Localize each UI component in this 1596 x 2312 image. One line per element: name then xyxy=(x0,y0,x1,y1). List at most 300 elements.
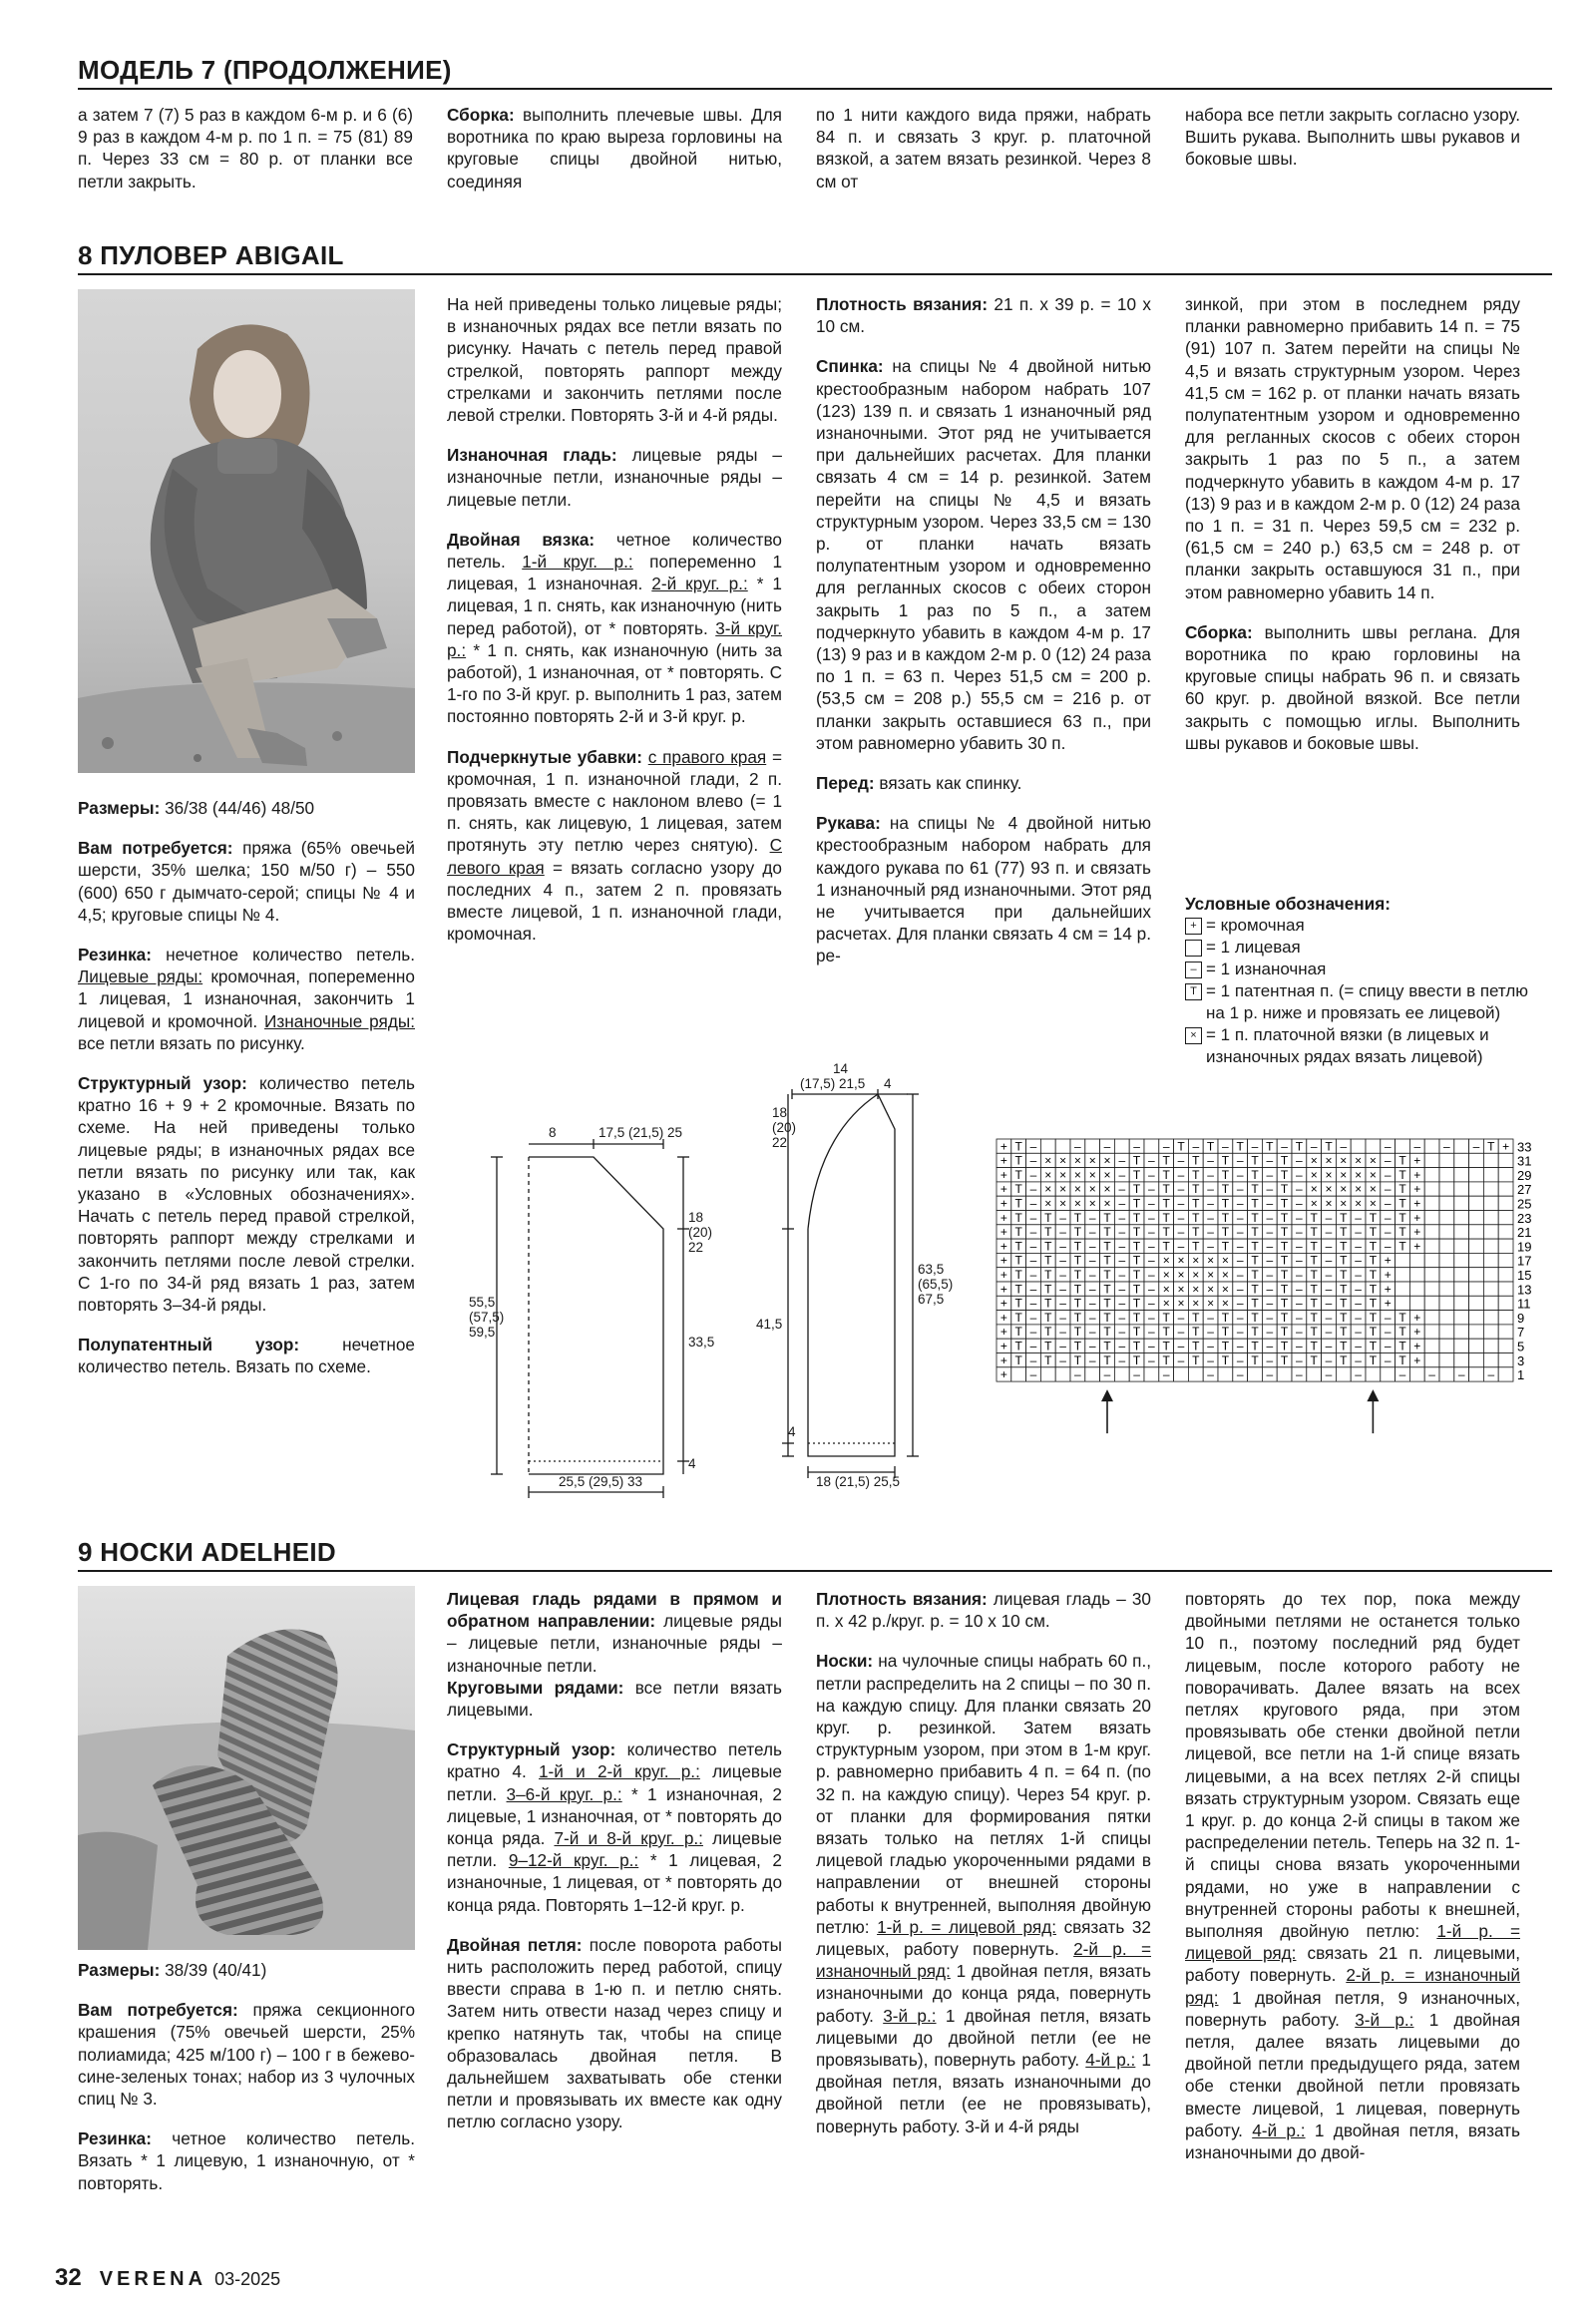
chart-symbol: – xyxy=(1266,1253,1274,1268)
chart-symbol: T xyxy=(1073,1352,1082,1367)
chart-symbol: – xyxy=(1251,1139,1259,1154)
chart-symbol: – xyxy=(1059,1268,1066,1282)
label: Сборка: xyxy=(1185,621,1253,642)
chart-cell xyxy=(1483,1296,1498,1310)
chart-cell xyxy=(1439,1282,1454,1296)
chart-cell xyxy=(1439,1296,1454,1310)
chart-symbol: × xyxy=(1162,1253,1170,1268)
chart-symbol: – xyxy=(1148,1239,1155,1254)
subheading: 2-й круг. р.: xyxy=(651,574,748,594)
chart-symbol: – xyxy=(1088,1253,1096,1268)
label: Структурный узор: xyxy=(78,1073,247,1094)
chart-symbol: T xyxy=(1073,1296,1082,1311)
chart-symbol: + xyxy=(999,1239,1007,1254)
dim-sleeve-top: (17,5) 21,5 xyxy=(800,1076,866,1091)
chart-symbol: – xyxy=(1236,1296,1244,1311)
dim-sleeve-top-right: 4 xyxy=(884,1076,892,1091)
chart-cell xyxy=(1366,1139,1381,1153)
chart-symbol: – xyxy=(1325,1352,1333,1367)
chart-symbol: T xyxy=(1192,1225,1200,1240)
chart-symbol: × xyxy=(1073,1196,1081,1211)
chart-symbol: T xyxy=(1162,1352,1170,1367)
chart-symbol: × xyxy=(1177,1282,1185,1297)
chart-symbol: T xyxy=(1340,1210,1348,1225)
chart-symbol: – xyxy=(1177,1339,1185,1353)
chart-symbol: – xyxy=(1207,1167,1214,1182)
chart-cell xyxy=(1454,1168,1469,1182)
chart-cell xyxy=(1454,1153,1469,1167)
dim-side: 33,5 xyxy=(688,1335,715,1349)
chart-symbol: – xyxy=(1457,1367,1465,1382)
chart-symbol: – xyxy=(1059,1325,1066,1340)
chart-symbol: × xyxy=(1073,1182,1081,1197)
chart-symbol: T xyxy=(1132,1167,1141,1182)
chart-symbol: T xyxy=(1192,1210,1200,1225)
chart-cell xyxy=(1424,1325,1439,1339)
chart-symbol: T xyxy=(1251,1153,1259,1168)
chart-cell xyxy=(1469,1339,1484,1352)
chart-symbol: + xyxy=(1384,1268,1392,1282)
chart-cell xyxy=(1144,1139,1159,1153)
chart-symbol: × xyxy=(1192,1253,1200,1268)
chart-cell xyxy=(1483,1153,1498,1167)
chart-symbol: – xyxy=(1325,1367,1333,1382)
chart-symbol: T xyxy=(1369,1210,1378,1225)
chart-symbol: – xyxy=(1296,1153,1303,1168)
chart-symbol: T xyxy=(1103,1310,1111,1325)
chart-cell xyxy=(1439,1196,1454,1210)
chart-symbol: – xyxy=(1118,1268,1126,1282)
chart-symbol: – xyxy=(1118,1296,1126,1311)
chart-symbol: T xyxy=(1103,1339,1111,1353)
chart-symbol: – xyxy=(1059,1339,1066,1353)
label: Вам потребуется: xyxy=(78,838,233,859)
chart-row-label: 33 xyxy=(1517,1139,1532,1155)
chart-cell xyxy=(1454,1353,1469,1367)
chart-cell xyxy=(1498,1196,1513,1210)
chart-symbol: – xyxy=(1384,1339,1392,1353)
chart-symbol: – xyxy=(1148,1282,1155,1297)
chart-symbol: – xyxy=(1177,1153,1185,1168)
text: вязать как спинку. xyxy=(874,773,1022,794)
chart-cell xyxy=(1248,1367,1263,1381)
chart-symbol: T xyxy=(1044,1339,1052,1353)
chart-symbol: T xyxy=(1340,1352,1348,1367)
chart-symbol: T xyxy=(1221,1339,1230,1353)
chart-symbol: T xyxy=(1192,1325,1200,1340)
subheading: 3-й круг. р.: xyxy=(447,617,782,660)
chart-symbol: T xyxy=(1132,1325,1141,1340)
chart-symbol: T xyxy=(1073,1239,1082,1254)
chart-symbol: – xyxy=(1340,1139,1348,1154)
chart-cell xyxy=(1483,1325,1498,1339)
chart-symbol: – xyxy=(1325,1339,1333,1353)
chart-symbol: + xyxy=(1413,1196,1421,1211)
chart-symbol: T xyxy=(1073,1210,1082,1225)
chart-symbol: T xyxy=(1236,1139,1244,1154)
chart-symbol: – xyxy=(1487,1367,1495,1382)
chart-symbol: T xyxy=(1310,1253,1318,1268)
chart-symbol: – xyxy=(1236,1225,1244,1240)
chart-symbol: × xyxy=(1192,1296,1200,1311)
chart-symbol: + xyxy=(1413,1239,1421,1254)
chart-symbol: + xyxy=(999,1367,1007,1382)
chart-symbol: × xyxy=(1310,1182,1318,1197)
chart-row-label: 17 xyxy=(1517,1253,1532,1269)
text: выполнить швы реглана. Для воротника по краю горловины на круговые спицы набрать 96 п. и связать 60 круг. р. двойной вязкой. Все петли закрыть с помощью иглы. Выполнить швы рукавов и боковые швы. xyxy=(1185,621,1520,753)
chart-symbol: – xyxy=(1236,1167,1244,1182)
abigail-col1 xyxy=(78,797,415,1396)
dim-height: 55,5 (57,5) 59,5 xyxy=(469,1295,505,1340)
chart-cell xyxy=(1424,1311,1439,1325)
chart-symbol: T xyxy=(1014,1153,1022,1168)
chart-symbol: × xyxy=(1310,1196,1318,1211)
chart-symbol: – xyxy=(1029,1210,1037,1225)
chart-symbol: – xyxy=(1177,1225,1185,1240)
chart-symbol: × xyxy=(1207,1296,1215,1311)
chart-cell xyxy=(1469,1182,1484,1196)
knit-symbol-icon xyxy=(1185,940,1202,957)
chart-symbol: × xyxy=(1192,1282,1200,1297)
chart-symbol: – xyxy=(1029,1182,1037,1197)
chart-symbol: – xyxy=(1296,1210,1303,1225)
chart-row-label: 9 xyxy=(1517,1310,1525,1326)
chart-symbol: T xyxy=(1132,1239,1141,1254)
chart-symbol: – xyxy=(1266,1282,1274,1297)
chart-symbol: – xyxy=(1207,1339,1214,1353)
chart-symbol: + xyxy=(999,1296,1007,1311)
chart-symbol: – xyxy=(1148,1225,1155,1240)
chart-symbol: + xyxy=(999,1253,1007,1268)
chart-symbol: T xyxy=(1266,1139,1274,1154)
text: 1 двойная петля, 9 изнаночных, повернуть работу. xyxy=(1185,1987,1520,2030)
chart-symbol: – xyxy=(1118,1282,1126,1297)
chart-symbol: × xyxy=(1325,1153,1333,1168)
chart-symbol: T xyxy=(1369,1296,1378,1311)
chart-cell xyxy=(1424,1211,1439,1225)
chart-symbol: × xyxy=(1355,1182,1363,1197)
chart-symbol: T xyxy=(1103,1253,1111,1268)
chart-symbol: – xyxy=(1207,1310,1214,1325)
model7-text: по 1 нити каждого вида пряжи, набрать 84 п. и связать 3 круг. р. платочной вязкой, а затем вязать резинкой. Через 8 см от xyxy=(816,105,1151,192)
chart-symbol: – xyxy=(1059,1239,1066,1254)
chart-symbol: × xyxy=(1221,1282,1229,1297)
chart-symbol: – xyxy=(1355,1225,1362,1240)
chart-symbol: T xyxy=(1340,1282,1348,1297)
chart-symbol: – xyxy=(1355,1296,1362,1311)
chart-symbol: × xyxy=(1162,1296,1170,1311)
chart-symbol: – xyxy=(1266,1182,1274,1197)
chart-symbol: – xyxy=(1177,1352,1185,1367)
chart-symbol: T xyxy=(1162,1325,1170,1340)
legend xyxy=(1185,893,1544,1068)
chart-cell xyxy=(1454,1139,1469,1153)
abigail-col3 xyxy=(816,293,1151,985)
subheading: Изнаночные ряды: xyxy=(264,1010,415,1031)
chart-symbol: T xyxy=(1044,1268,1052,1282)
chart-cell xyxy=(1469,1367,1484,1381)
legend-item xyxy=(1185,959,1544,980)
legend-text: = кромочная xyxy=(1206,916,1305,935)
chart-symbol: – xyxy=(1162,1367,1170,1382)
chart-symbol: + xyxy=(999,1153,1007,1168)
chart-symbol: + xyxy=(999,1325,1007,1340)
chart-row-label: 27 xyxy=(1517,1182,1532,1198)
chart-symbol: – xyxy=(1029,1296,1037,1311)
chart-symbol: – xyxy=(1207,1182,1214,1197)
text: на чулочные спицы набрать 60 п., петли распределить на 2 спицы – по 30 п. на каждую спицу. Для планки связать 20 круг. р. резинкой. Затем вязать структурным узором, при этом в 1-м круг. р. равномерно прибавить 4 п. = 64 п. (по 32 п. на каждую спицу). Через 54 круг. р. от планки для формирования пятки вязать только на петлях 1-й спицы лицевой гладью укороченными рядами в направлении от внешней стороны работы к внутренней, выполняя двойную петлю: xyxy=(816,1651,1151,1937)
chart-symbol: – xyxy=(1162,1139,1170,1154)
chart-symbol: – xyxy=(1236,1268,1244,1282)
text: = кромочная, 1 п. изнаночной глади, 2 п. провязать вместе с наклоном влево (= 1 п. снять, как лицевую, 1 лицевая, затем протянуть эту петлю через снятую). xyxy=(447,746,783,856)
chart-symbol: T xyxy=(1398,1325,1406,1340)
chart-symbol: – xyxy=(1325,1225,1333,1240)
chart-cell xyxy=(1469,1296,1484,1310)
chart-symbol: – xyxy=(1103,1367,1111,1382)
chart-symbol: T xyxy=(1251,1282,1259,1297)
chart-symbol: T xyxy=(1251,1253,1259,1268)
chart-symbol: – xyxy=(1384,1196,1392,1211)
chart-symbol: – xyxy=(1029,1352,1037,1367)
label: Сборка: xyxy=(447,105,515,125)
label: Вам потребуется: xyxy=(78,2000,238,2021)
text: лицевые петли. xyxy=(447,1761,782,1804)
chart-symbol: T xyxy=(1014,1310,1022,1325)
chart-symbol: – xyxy=(1266,1153,1274,1168)
chart-symbol: – xyxy=(1059,1282,1066,1297)
repeat-arrowhead-icon xyxy=(1101,1389,1113,1401)
chart-symbol: T xyxy=(1369,1310,1378,1325)
chart-symbol: × xyxy=(1340,1196,1348,1211)
chart-symbol: T xyxy=(1014,1339,1022,1353)
chart-symbol: – xyxy=(1325,1268,1333,1282)
chart-symbol: + xyxy=(1413,1339,1421,1353)
chart-symbol: T xyxy=(1014,1196,1022,1211)
chart-symbol: – xyxy=(1296,1339,1303,1353)
chart-symbol: + xyxy=(1413,1153,1421,1168)
chart-cell xyxy=(1424,1153,1439,1167)
label: Двойная вязка: xyxy=(447,529,596,550)
chart-symbol: – xyxy=(1207,1153,1214,1168)
chart-symbol: × xyxy=(1207,1268,1215,1282)
chart-cell xyxy=(1498,1168,1513,1182)
chart-symbol: T xyxy=(1369,1339,1378,1353)
chart-symbol: T xyxy=(1014,1239,1022,1254)
chart-cell xyxy=(1498,1253,1513,1267)
chart-symbol: + xyxy=(999,1196,1007,1211)
subheading: 3-й р.: xyxy=(1355,2009,1414,2030)
chart-symbol: – xyxy=(1266,1296,1274,1311)
legend-item xyxy=(1185,1024,1544,1068)
chart-symbol: – xyxy=(1428,1367,1435,1382)
chart-symbol: T xyxy=(1044,1282,1052,1297)
chart-cell xyxy=(1439,1268,1454,1282)
chart-row-label: 31 xyxy=(1517,1153,1532,1169)
subheading: 7-й и 8-й круг. р.: xyxy=(554,1828,703,1849)
chart-symbol: T xyxy=(1014,1225,1022,1240)
chart-symbol: T xyxy=(1325,1139,1333,1154)
text: на спицы № 4 двойной нитью крестообразным набором набрать 107 (123) 139 п. и связать 1 изнаночный ряд изнаночными. Этот ряд не учитывается при дальнейших расчетах. Для планки связать 4 см = 14 р. резинкой. Затем перейти на спицы № 4,5 и вязать структурным узором. Через 33,5 см = 130 р. от планки начать вязать полупатентным узором и одновременно для регланных скосов с обеих сторон закрыть 1 раз по 5 п., а затем подчеркнуто убавить в каждом 4-м р. 17 (13) 9 раз и в каждом 2-м р. 0 (12) 24 раза по 1 п. = 63 п. Через 51,5 см = 200 р. (53,5 см = 208 р.) 55,5 см = 216 р. от планки закрыть оставшиеся 63 п., при этом равномерно убавить 30 п. xyxy=(816,356,1151,753)
chart-symbol: – xyxy=(1384,1239,1392,1254)
text: все петли вязать лицевыми. xyxy=(447,1677,783,1721)
chart-symbol: – xyxy=(1266,1310,1274,1325)
dim-raglan: 18 (20) 22 xyxy=(688,1210,713,1255)
chart-cell xyxy=(1454,1239,1469,1253)
chart-symbol: T xyxy=(1192,1239,1200,1254)
chart-cell xyxy=(1454,1268,1469,1282)
chart-symbol: – xyxy=(1148,1196,1155,1211)
chart-symbol: – xyxy=(1029,1167,1037,1182)
text: нечетное количество петель. xyxy=(151,945,415,965)
chart-symbol: T xyxy=(1103,1325,1111,1340)
repeat-arrowhead-icon xyxy=(1367,1389,1379,1401)
magazine-brand: VERENA xyxy=(99,2268,207,2290)
chart-cell xyxy=(1439,1182,1454,1196)
chart-symbol: × xyxy=(1369,1182,1377,1197)
chart-symbol: × xyxy=(1221,1253,1229,1268)
chart-symbol: – xyxy=(1355,1310,1362,1325)
chart-symbol: T xyxy=(1103,1268,1111,1282)
chart-symbol: – xyxy=(1148,1339,1155,1353)
chart-symbol: T xyxy=(1162,1153,1170,1168)
subheading: 4-й р.: xyxy=(1085,2050,1136,2071)
chart-symbol: T xyxy=(1310,1296,1318,1311)
chart-cell xyxy=(1498,1282,1513,1296)
chart-symbol: – xyxy=(1074,1367,1081,1382)
chart-symbol: T xyxy=(1280,1282,1289,1297)
chart-symbol: – xyxy=(1148,1268,1155,1282)
chart-symbol: – xyxy=(1207,1367,1214,1382)
chart-symbol: T xyxy=(1014,1325,1022,1340)
chart-symbol: – xyxy=(1325,1310,1333,1325)
chart-cell xyxy=(1454,1225,1469,1239)
chart-symbol: T xyxy=(1132,1153,1141,1168)
chart-symbol: T xyxy=(1251,1325,1259,1340)
chart-symbol: T xyxy=(1044,1253,1052,1268)
chart-symbol: T xyxy=(1192,1167,1200,1182)
subheading: 4-й р.: xyxy=(1252,2119,1306,2140)
chart-cell xyxy=(1409,1282,1424,1296)
chart-symbol: T xyxy=(1280,1210,1289,1225)
text: = вязать согласно узору до последних 4 п., затем 2 п. провязать вместе лицевой, 1 п. изнаночной глади, кромочная. xyxy=(447,857,782,945)
chart-symbol: T xyxy=(1280,1325,1289,1340)
chart-symbol: T xyxy=(1340,1268,1348,1282)
chart-symbol: T xyxy=(1295,1139,1304,1154)
chart-symbol: – xyxy=(1236,1325,1244,1340)
chart-row-label: 15 xyxy=(1517,1268,1532,1283)
chart-symbol: T xyxy=(1162,1310,1170,1325)
chart-symbol: T xyxy=(1221,1352,1230,1367)
chart-symbol: – xyxy=(1177,1167,1185,1182)
chart-symbol: – xyxy=(1088,1339,1096,1353)
chart-symbol: T xyxy=(1280,1167,1289,1182)
chart-cell xyxy=(1483,1196,1498,1210)
chart-cell xyxy=(1381,1367,1396,1381)
chart-symbol: – xyxy=(1088,1296,1096,1311)
chart-cell xyxy=(1483,1268,1498,1282)
chart-symbol: – xyxy=(1118,1196,1126,1211)
body-schematic xyxy=(469,1097,718,1489)
chart-symbol: × xyxy=(1177,1268,1185,1282)
chart-symbol: – xyxy=(1296,1282,1303,1297)
chart-symbol: T xyxy=(1280,1253,1289,1268)
chart-cell xyxy=(1424,1339,1439,1352)
chart-symbol: T xyxy=(1162,1225,1170,1240)
chart-symbol: T xyxy=(1162,1239,1170,1254)
legend-text: = 1 лицевая xyxy=(1206,938,1301,957)
subheading: 2-й р. = изнаночный ряд: xyxy=(816,1939,1151,1982)
chart-symbol: × xyxy=(1103,1153,1111,1168)
chart-cell xyxy=(1424,1139,1439,1153)
text: * 1 лицевая, 2 изнаночные, 1 лицевая, от * повторять до конца ряда. Повторять 1–12-й круг. р. xyxy=(447,1850,782,1915)
chart-symbol: – xyxy=(1118,1352,1126,1367)
chart-symbol: – xyxy=(1148,1310,1155,1325)
chart-symbol: – xyxy=(1088,1325,1096,1340)
chart-cell xyxy=(1424,1225,1439,1239)
chart-cell xyxy=(1483,1253,1498,1267)
label: Подчеркнутые убавки: xyxy=(447,746,642,767)
chart-symbol: – xyxy=(1384,1225,1392,1240)
section-title-abigail: 8 ПУЛОВЕР ABIGAIL xyxy=(78,240,344,270)
chart-symbol: × xyxy=(1044,1182,1052,1197)
chart-symbol: T xyxy=(1221,1325,1230,1340)
chart-cell xyxy=(1454,1211,1469,1225)
label: Изнаночная гладь: xyxy=(447,445,617,466)
chart-symbol: T xyxy=(1280,1196,1289,1211)
chart-cell xyxy=(1396,1296,1410,1310)
chart-cell xyxy=(1469,1211,1484,1225)
chart-symbol: T xyxy=(1369,1325,1378,1340)
chart-symbol: T xyxy=(1398,1153,1406,1168)
chart-symbol: – xyxy=(1059,1296,1066,1311)
chart-symbol: + xyxy=(999,1139,1007,1154)
chart-symbol: T xyxy=(1369,1352,1378,1367)
chart-row-label: 25 xyxy=(1517,1196,1532,1212)
chart-symbol: T xyxy=(1073,1253,1082,1268)
chart-cell xyxy=(1114,1367,1129,1381)
chart-cell xyxy=(1439,1253,1454,1267)
chart-symbol: – xyxy=(1207,1225,1214,1240)
model7-col2 xyxy=(447,104,782,210)
chart-symbol: T xyxy=(1132,1339,1141,1353)
chart-symbol: × xyxy=(1073,1167,1081,1182)
chart-symbol: – xyxy=(1355,1253,1362,1268)
chart-symbol: – xyxy=(1236,1282,1244,1297)
chart-symbol: – xyxy=(1384,1210,1392,1225)
legend-title: Условные обозначения: xyxy=(1185,894,1391,914)
chart-cell xyxy=(1424,1282,1439,1296)
chart-symbol: + xyxy=(999,1352,1007,1367)
chart-symbol: – xyxy=(1236,1339,1244,1353)
chart-symbol: T xyxy=(1369,1282,1378,1297)
chart-symbol: T xyxy=(1073,1268,1082,1282)
chart-symbol: × xyxy=(1177,1296,1185,1311)
chart-symbol: – xyxy=(1207,1210,1214,1225)
chart-symbol: T xyxy=(1340,1253,1348,1268)
sizes-value: 36/38 (44/46) 48/50 xyxy=(160,798,315,818)
chart-symbol: T xyxy=(1340,1296,1348,1311)
label: Плотность вязания: xyxy=(816,1589,988,1609)
chart-cell xyxy=(1483,1239,1498,1253)
chart-symbol: T xyxy=(1103,1239,1111,1254)
adelheid-col2 xyxy=(447,1588,782,2151)
chart-symbol: – xyxy=(1266,1367,1274,1382)
chart-symbol: – xyxy=(1384,1167,1392,1182)
chart-symbol: T xyxy=(1044,1325,1052,1340)
chart-symbol: – xyxy=(1266,1210,1274,1225)
chart-symbol: T xyxy=(1132,1310,1141,1325)
chart-symbol: × xyxy=(1192,1268,1200,1282)
